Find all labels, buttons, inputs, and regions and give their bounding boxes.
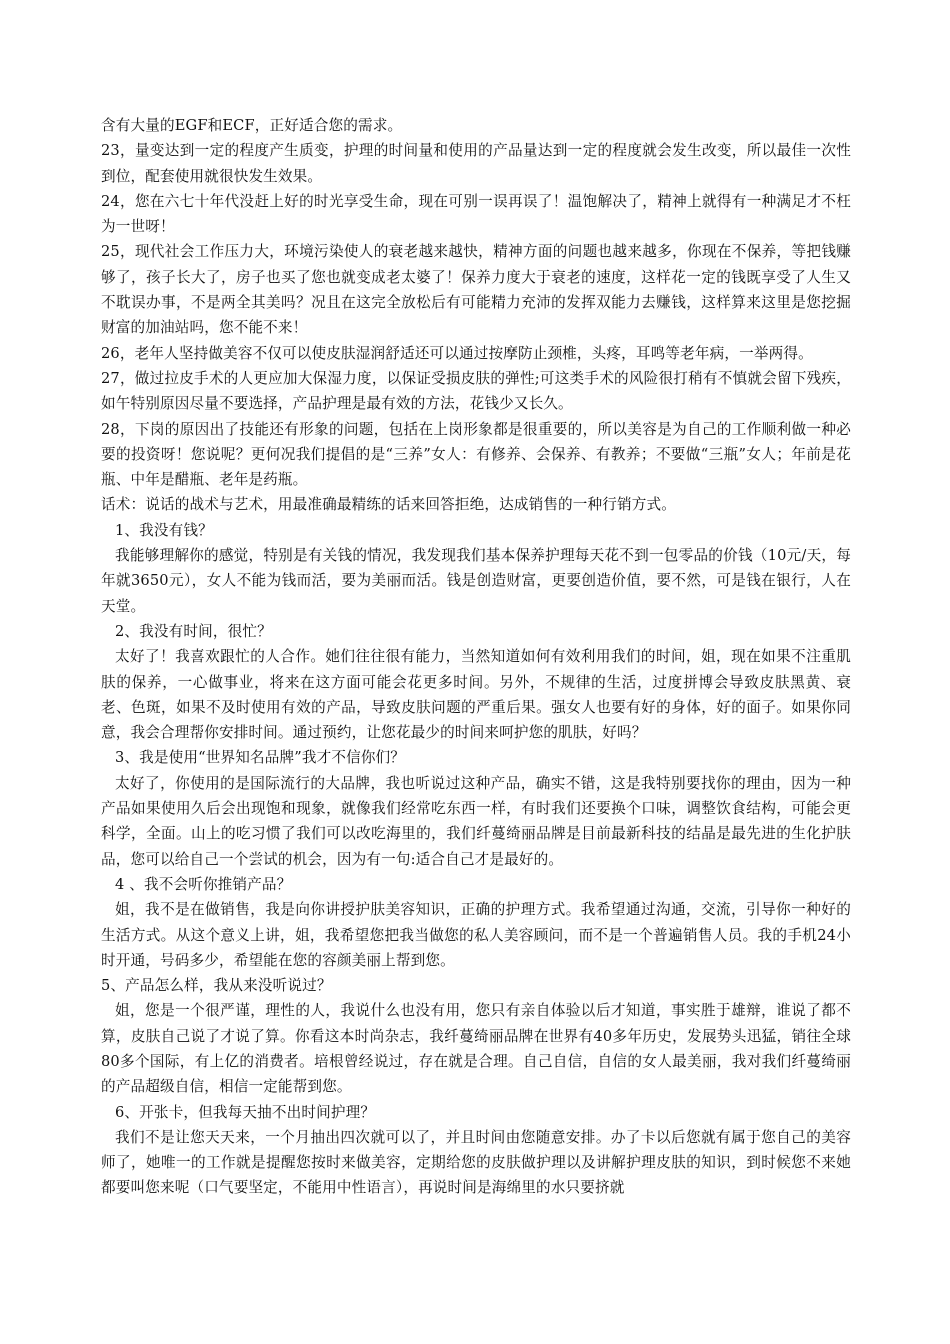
document-paragraph: 25，现代社会工作压力大，环境污染使人的衰老越来越快，精神方面的问题也越来越多，你现在不保养，等把钱赚够了，孩子长大了，房子也买了您也就变成老太婆了！保养力度大于衰老的速度，这样花一定的钱既享受了人生又不耽误办事，不是两全其美吗？况且在这完全放松后有可能精力充沛的发挥双能力去赚钱，这样算来这里是您挖掘财富的加油站吗，您不能不来！ — [101, 243, 851, 337]
document-paragraph: 2、我没有时间，很忙？ — [115, 622, 272, 640]
document-paragraph: 4 、我不会听你推销产品？ — [115, 875, 292, 893]
document-body — [101, 113, 851, 1201]
document-paragraph: 5、产品怎么样，我从来没听说过？ — [101, 977, 332, 995]
document-paragraph: 3、我是使用“世界知名品牌”我才不信你们？ — [115, 749, 406, 767]
document-paragraph: 27，做过拉皮手术的人更应加大保湿力度，以保证受损皮肤的弹性;可这类手术的风险很打稍有不慎就会留下残疾，如午特别原因尽量不要选择，产品护理是最有效的方法，花钱少又长久。 — [101, 369, 851, 413]
document-paragraph: 1、我没有钱？ — [115, 521, 213, 539]
document-paragraph: 姐，我不是在做销售，我是向你讲授护肤美容知识，正确的护理方式。我希望通过沟通，交流，引导你一种好的生活方式。从这个意义上讲，姐，我希望您把我当做您的私人美容顾问，而不是一个普遍销售人员。我的手机24小时开通，号码多少，希望能在您的容颜美丽上帮到您。 — [101, 901, 851, 969]
document-paragraph: 23，量变达到一定的程度产生质变，护理的时间量和使用的产品量达到一定的程度就会发生改变，所以最佳一次性到位，配套使用就很快发生效果。 — [101, 142, 851, 185]
document-paragraph: 话术：说话的战术与艺术，用最准确最精练的话来回答拒绝，达成销售的一种行销方式。 — [101, 496, 677, 514]
document-paragraph: 姐，您是一个很严谨，理性的人，我说什么也没有用，您只有亲自体验以后才知道，事实胜于雄辩，谁说了都不算，皮肤自己说了才说了算。你看这本时尚杂志，我纤蔓绮丽品牌在世界有40多年历史，发展势头迅猛，销往全球80多个国际，有上亿的消费者。培根曾经说过，存在就是合理。自己自信，自信的女人最美丽，我对我们纤蔓绮丽的产品超级自信，相信一定能帮到您。 — [101, 1002, 851, 1096]
document-paragraph: 太好了！我喜欢跟忙的人合作。她们往往很有能力，当然知道如何有效利用我们的时间，姐，现在如果不注重肌肤的保养，一心做事业，将来在这方面可能会花更多时间。另外，不规律的生活，过度拼博会导致皮肤黑黄、衰老、色斑，如果不及时使用有效的产品，导致皮肤问题的严重后果。强女人也要有好的身体，好的面子。如果你同意，我会合理帮你安排时间。通过预约，让您花最少的时间来呵护您的肌肤，好吗？ — [101, 648, 851, 742]
document-paragraph: 太好了，你使用的是国际流行的大品牌，我也听说过这种产品，确实不错，这是我特别要找你的理由，因为一种产品如果使用久后会出现饱和现象，就像我们经常吃东西一样，有时我们还要换个口味，调整饮食结构，可能会更科学，全面。山上的吃习惯了我们可以改吃海里的，我们纤蔓绮丽品牌是目前最新科技的结晶是最先进的生化护肤品，您可以给自己一个尝试的机会，因为有一句:适合自己才是最好的。 — [101, 774, 851, 868]
document-paragraph: 6、开张卡，但我每天抽不出时间护理？ — [115, 1103, 376, 1121]
document-paragraph: 26，老年人坚持做美容不仅可以使皮肤湿润舒适还可以通过按摩防止颈椎，头疼，耳鸣等老年病，一举两得。 — [101, 344, 813, 362]
document-paragraph: 我能够理解你的感觉，特别是有关钱的情况，我发现我们基本保养护理每天花不到一包零品的价钱（10元/天，每年就3650元），女人不能为钱而活，要为美丽而活。钱是创造财富，更要创造价值，要不然，可是钱在银行，人在天堂。 — [101, 547, 851, 615]
document-paragraph: 我们不是让您天天来，一个月抽出四次就可以了，并且时间由您随意安排。办了卡以后您就有属于您自己的美容师了，她唯一的工作就是提醒您按时来做美容，定期给您的皮肤做护理以及讲解护理皮肤的知识，到时候您不来她都要叫您来呢（口气要坚定，不能用中性语言），再说时间是海绵里的水只要挤就 — [101, 1128, 851, 1197]
document-paragraph: 28，下岗的原因出了技能还有形象的问题，包括在上岗形象都是很重要的，所以美容是为自己的工作顺利做一种必要的投资呀！您说呢？更何况我们提倡的是“三养”女人：有修养、会保养、有教养；不要做“三瓶”女人；年前是花瓶、中年是醋瓶、老年是药瓶。 — [101, 420, 851, 489]
document-paragraph: 含有大量的EGF和ECF，正好适合您的需求。 — [101, 117, 403, 134]
document-paragraph: 24，您在六七十年代没赶上好的时光享受生命，现在可别一误再误了！温饱解决了，精神上就得有一种满足才不枉为一世呀！ — [101, 192, 851, 236]
